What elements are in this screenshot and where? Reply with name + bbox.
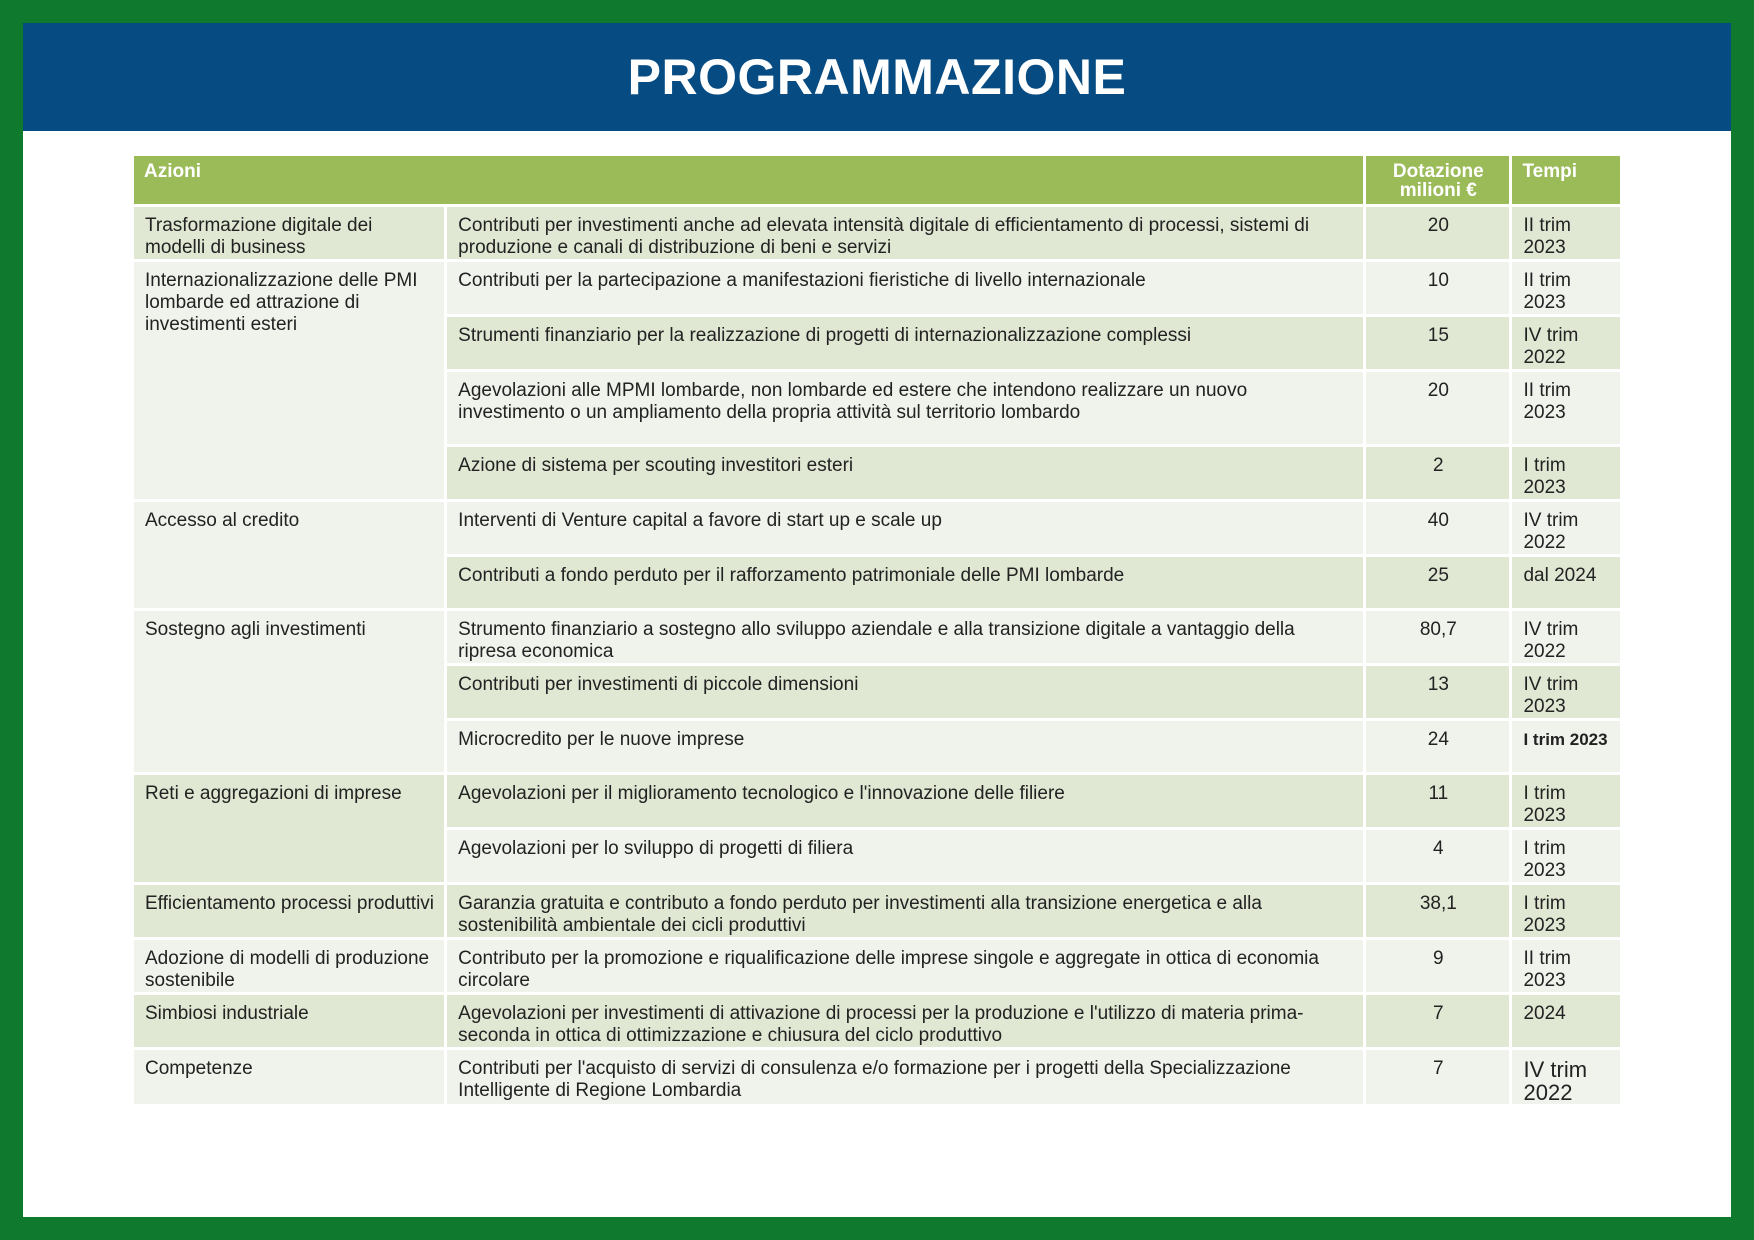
- amount-cell: 25: [1366, 557, 1509, 608]
- programming-table: [131, 153, 1623, 1107]
- time-cell: II trim 2023: [1512, 940, 1620, 992]
- time-cell: IV trim 2022: [1512, 1050, 1620, 1104]
- page-title: PROGRAMMAZIONE: [627, 49, 1127, 105]
- description-cell: Agevolazioni alle MPMI lombarde, non lombarde ed estere che intendono realizzare un nuovo investimento o un ampliamento della propria attività sul territorio lombardo: [447, 372, 1363, 444]
- header-tempi: Tempi: [1512, 156, 1620, 204]
- time-cell: II trim 2023: [1512, 372, 1620, 444]
- time-cell: IV trim 2022: [1512, 611, 1620, 663]
- table-row: [134, 940, 1620, 992]
- header-azioni: Azioni: [134, 156, 1363, 204]
- amount-cell: 11: [1366, 775, 1509, 827]
- table-row: [134, 1050, 1620, 1104]
- amount-cell: 9: [1366, 940, 1509, 992]
- category-cell: Trasformazione digitale dei modelli di business: [134, 207, 444, 259]
- time-cell: dal 2024: [1512, 557, 1620, 608]
- table-row: [134, 885, 1620, 937]
- amount-cell: 24: [1366, 721, 1509, 772]
- table-row: [134, 207, 1620, 259]
- description-cell: Strumenti finanziario per la realizzazione di progetti di internazionalizzazione complessi: [447, 317, 1363, 369]
- amount-cell: 2: [1366, 447, 1509, 499]
- amount-cell: 4: [1366, 830, 1509, 882]
- time-cell: I trim 2023: [1512, 775, 1620, 827]
- category-cell: Competenze: [134, 1050, 444, 1104]
- time-cell: IV trim 2022: [1512, 317, 1620, 369]
- description-cell: Microcredito per le nuove imprese: [447, 721, 1363, 772]
- description-cell: Agevolazioni per investimenti di attivazione di processi per la produzione e l'utilizzo di materia prima-seconda in ottica di ottimizzazione e chiusura del ciclo produttivo: [447, 995, 1363, 1047]
- amount-cell: 80,7: [1366, 611, 1509, 663]
- amount-cell: 20: [1366, 207, 1509, 259]
- amount-cell: 40: [1366, 502, 1509, 554]
- table-row: [134, 611, 1620, 663]
- description-cell: Contributi per investimenti di piccole dimensioni: [447, 666, 1363, 718]
- description-cell: Contributi per l'acquisto di servizi di consulenza e/o formazione per i progetti della Specializzazione Intelligente di Regione Lombardia: [447, 1050, 1363, 1104]
- category-cell: Accesso al credito: [134, 502, 444, 608]
- time-cell: I trim 2023: [1512, 721, 1620, 772]
- category-cell: Reti e aggregazioni di imprese: [134, 775, 444, 882]
- category-cell: Simbiosi industriale: [134, 995, 444, 1047]
- table-row: [134, 262, 1620, 314]
- description-cell: Strumento finanziario a sostegno allo sviluppo aziendale e alla transizione digitale a vantaggio della ripresa economica: [447, 611, 1363, 663]
- description-cell: Contributo per la promozione e riqualificazione delle imprese singole e aggregate in ottica di economia circolare: [447, 940, 1363, 992]
- category-cell: Sostegno agli investimenti: [134, 611, 444, 772]
- amount-cell: 7: [1366, 1050, 1509, 1104]
- amount-cell: 15: [1366, 317, 1509, 369]
- time-cell: II trim 2023: [1512, 262, 1620, 314]
- amount-cell: 38,1: [1366, 885, 1509, 937]
- title-bar: [23, 23, 1731, 131]
- time-cell: I trim 2023: [1512, 885, 1620, 937]
- amount-cell: 20: [1366, 372, 1509, 444]
- description-cell: Contributi a fondo perduto per il rafforzamento patrimoniale delle PMI lombarde: [447, 557, 1363, 608]
- time-cell: II trim 2023: [1512, 207, 1620, 259]
- category-cell: Efficientamento processi produttivi: [134, 885, 444, 937]
- amount-cell: 13: [1366, 666, 1509, 718]
- table-row: [134, 502, 1620, 554]
- table-row: [134, 775, 1620, 827]
- time-cell: I trim 2023: [1512, 830, 1620, 882]
- description-cell: Agevolazioni per lo sviluppo di progetti di filiera: [447, 830, 1363, 882]
- amount-cell: 7: [1366, 995, 1509, 1047]
- description-cell: Contributi per la partecipazione a manifestazioni fieristiche di livello internazionale: [447, 262, 1363, 314]
- header-row: [134, 156, 1620, 204]
- category-cell: Internazionalizzazione delle PMI lombarde ed attrazione di investimenti esteri: [134, 262, 444, 499]
- description-cell: Interventi di Venture capital a favore di start up e scale up: [447, 502, 1363, 554]
- description-cell: Azione di sistema per scouting investitori esteri: [447, 447, 1363, 499]
- header-dotazione: Dotazione milioni €: [1366, 156, 1509, 204]
- table-row: [134, 995, 1620, 1047]
- description-cell: Contributi per investimenti anche ad elevata intensità digitale di efficientamento di processi, sistemi di produzione e canali di distribuzione di beni e servizi: [447, 207, 1363, 259]
- time-cell: IV trim 2022: [1512, 502, 1620, 554]
- description-cell: Agevolazioni per il miglioramento tecnologico e l'innovazione delle filiere: [447, 775, 1363, 827]
- slide: [23, 23, 1731, 1217]
- category-cell: Adozione di modelli di produzione sostenibile: [134, 940, 444, 992]
- time-cell: I trim 2023: [1512, 447, 1620, 499]
- description-cell: Garanzia gratuita e contributo a fondo perduto per investimenti alla transizione energetica e alla sostenibilità ambientale dei cicli produttivi: [447, 885, 1363, 937]
- time-cell: IV trim 2023: [1512, 666, 1620, 718]
- amount-cell: 10: [1366, 262, 1509, 314]
- time-cell: 2024: [1512, 995, 1620, 1047]
